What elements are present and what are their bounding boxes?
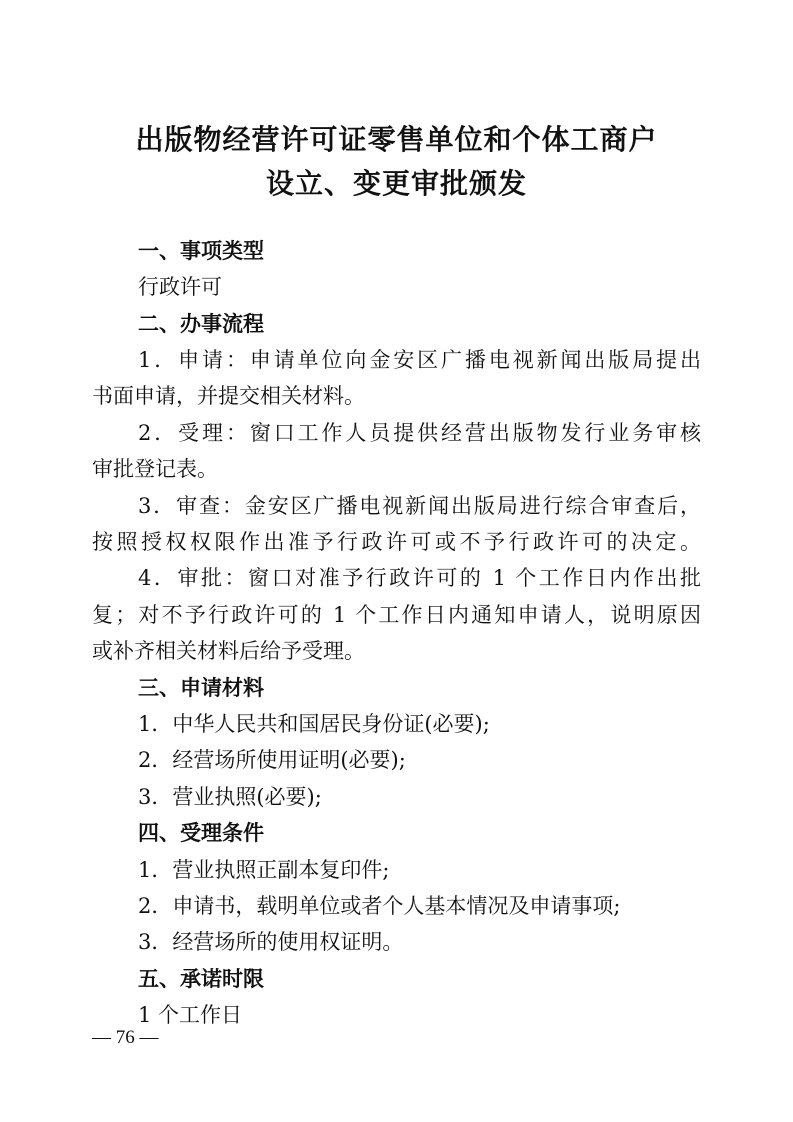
- time-limit-value: 1 个工作日: [138, 1003, 243, 1027]
- process-step-approve-cont-2: 或补齐相关材料后给予受理。: [92, 639, 365, 663]
- document-title-line-1: 出版物经营许可证零售单位和个体工商户: [135, 123, 658, 156]
- materials-item-3: 3．营业执照(必要);: [138, 785, 322, 809]
- section-heading-conditions: 四、受理条件: [138, 821, 264, 845]
- materials-item-1: 1．中华人民共和国居民身份证(必要);: [138, 712, 490, 736]
- process-step-accept: 2．受理：窗口工作人员提供经营出版物发行业务审核: [138, 421, 701, 445]
- process-step-approve-cont-1: 复；对不予行政许可的 1 个工作日内通知申请人，说明原因: [92, 603, 701, 627]
- section-heading-materials: 三、申请材料: [138, 676, 264, 700]
- conditions-item-3: 3．经营场所的使用权证明。: [138, 930, 404, 954]
- document-title-line-2: 设立、变更审批颁发: [265, 167, 527, 200]
- conditions-item-2: 2．申请书，载明单位或者个人基本情况及申请事项;: [138, 894, 621, 918]
- conditions-item-1: 1．营业执照正副本复印件;: [138, 858, 390, 882]
- process-step-accept-cont: 审批登记表。: [92, 457, 218, 481]
- process-step-review-cont: 按照授权权限作出准予行政许可或不予行政许可的决定。: [92, 530, 701, 554]
- page-number: — 76 —: [92, 1027, 159, 1048]
- section-heading-item-type: 一、事项类型: [138, 239, 264, 263]
- process-step-apply-cont: 书面申请，并提交相关材料。: [92, 384, 365, 408]
- section-heading-process: 二、办事流程: [138, 312, 264, 336]
- process-step-apply: 1．申请：申请单位向金安区广播电视新闻出版局提出: [138, 348, 701, 372]
- process-step-review: 3．审查：金安区广播电视新闻出版局进行综合审查后，: [138, 494, 701, 518]
- item-type-value: 行政许可: [138, 275, 222, 299]
- process-step-approve: 4．审批：窗口对准予行政许可的 1 个工作日内作出批: [138, 566, 701, 590]
- section-heading-time-limit: 五、承诺时限: [138, 967, 264, 991]
- materials-item-2: 2．经营场所使用证明(必要);: [138, 748, 406, 772]
